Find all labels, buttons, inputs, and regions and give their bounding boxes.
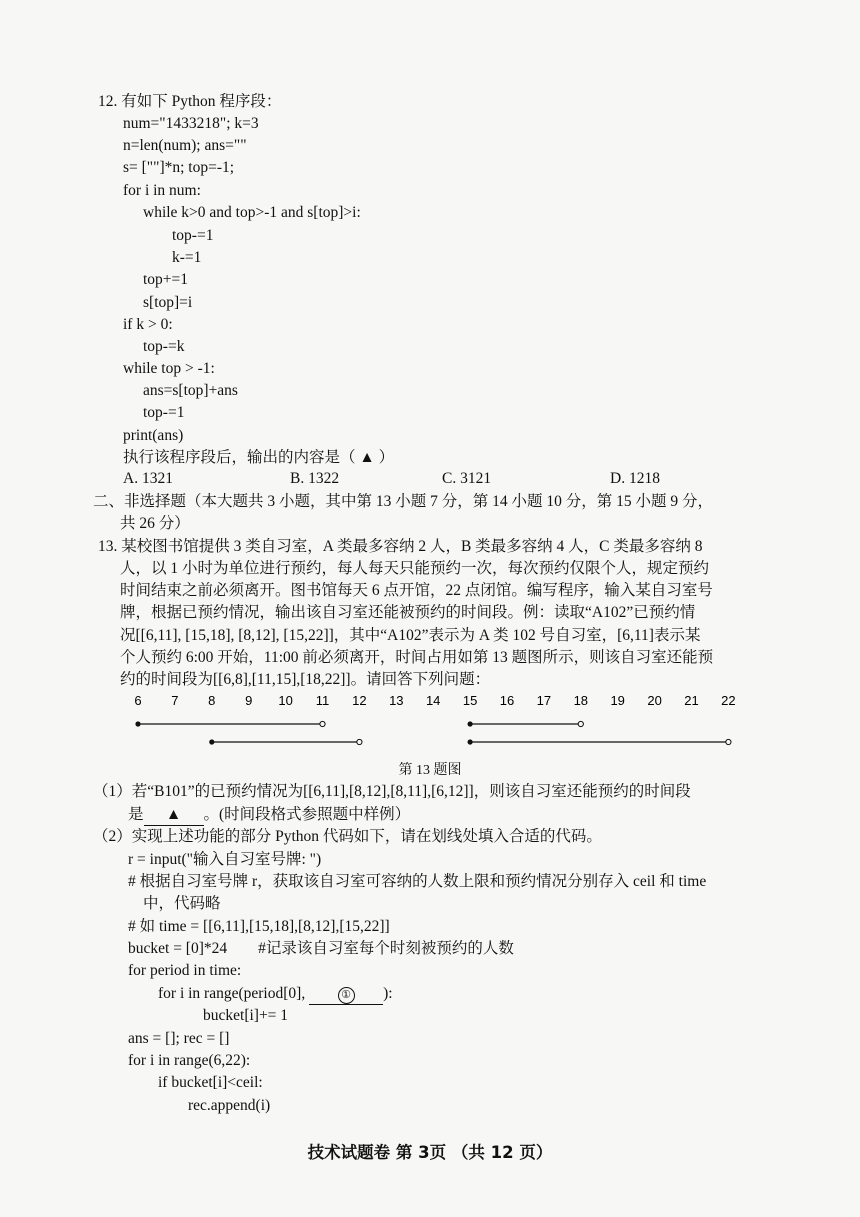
code-line: top-=1 bbox=[172, 227, 214, 244]
tick-label: 13 bbox=[389, 693, 404, 708]
tick-label: 17 bbox=[536, 693, 552, 708]
page-footer: 技术试题卷 第 3页 （共 12 页） bbox=[307, 1143, 553, 1162]
code-line: rec.append(i) bbox=[188, 1097, 271, 1114]
code-line: for i in num: bbox=[123, 182, 201, 199]
tick-label: 20 bbox=[647, 693, 662, 708]
tick-label: 7 bbox=[171, 693, 179, 708]
q13-text: 13. 某校图书馆提供 3 类自习室，A 类最多容纳 2 人，B 类最多容纳 4 人，C 类最多容纳 8 bbox=[98, 538, 703, 555]
code-fragment: ): bbox=[383, 985, 393, 1002]
code-line-with-blank bbox=[158, 984, 393, 1005]
section-heading-cont: 共 26 分） bbox=[120, 515, 190, 532]
code-line: if bucket[i]<ceil: bbox=[158, 1074, 263, 1091]
figure-caption: 第 13 题图 bbox=[398, 763, 462, 778]
code-line: while k>0 and top>-1 and s[top]>i: bbox=[143, 204, 361, 221]
sub1-suffix: 。(时间段格式参照题中样例） bbox=[203, 806, 411, 823]
tick-label: 21 bbox=[684, 693, 699, 708]
option-c: C. 3121 bbox=[442, 470, 492, 487]
interval-start-dot bbox=[209, 739, 214, 744]
code-line: if k > 0: bbox=[123, 316, 173, 333]
answer-blank: ▲ bbox=[144, 805, 204, 826]
code-line: n=len(num); ans="" bbox=[123, 137, 247, 154]
option-d: D. 1218 bbox=[610, 470, 660, 487]
tick-label: 10 bbox=[278, 693, 293, 708]
code-line: s[top]=i bbox=[143, 294, 193, 311]
sub-question-1: （1）若“B101”的已预约情况为[[6,11],[8,12],[8,11],[6,12]]，则该自习室还能预约的时间段 bbox=[93, 783, 691, 800]
blank-1 bbox=[309, 984, 383, 1005]
interval-start-dot bbox=[468, 739, 473, 744]
tick-label: 19 bbox=[610, 693, 625, 708]
q12-title: 12. 有如下 Python 程序段： bbox=[98, 93, 282, 110]
code-line: top-=k bbox=[143, 338, 185, 355]
q13-text: 约的时间段为[[6,8],[11,15],[18,22]]。请回答下列问题： bbox=[120, 671, 491, 688]
code-line: top+=1 bbox=[143, 271, 189, 288]
tick-label: 9 bbox=[245, 693, 253, 708]
sub1-prefix: 是 bbox=[128, 806, 144, 823]
tick-label: 22 bbox=[721, 693, 736, 708]
interval-end-dot bbox=[726, 739, 731, 744]
code-line: ans=s[top]+ans bbox=[143, 382, 238, 399]
interval-start-dot bbox=[468, 721, 473, 726]
code-line: k-=1 bbox=[172, 249, 202, 266]
code-line: bucket = [0]*24 #记录该自习室每个时刻被预约的人数 bbox=[128, 940, 514, 957]
section-heading: 二、非选择题（本大题共 3 小题，其中第 13 小题 7 分，第 14 小题 10 分，第 15 小题 9 分， bbox=[93, 493, 714, 510]
tick-label: 11 bbox=[315, 693, 330, 708]
option-a: A. 1321 bbox=[123, 470, 173, 487]
q12-question: 执行该程序段后，输出的内容是（ ▲ ） bbox=[123, 449, 395, 466]
sub-question-2: （2）实现上述功能的部分 Python 代码如下，请在划线处填入合适的代码。 bbox=[93, 828, 602, 845]
code-line: while top > -1: bbox=[123, 360, 215, 377]
q13-text: 人，以 1 小时为单位进行预约，每人每天只能预约一次，每次预约仅限个人，规定预约 bbox=[120, 560, 710, 577]
code-line: ans = []; rec = [] bbox=[128, 1030, 230, 1047]
code-line: bucket[i]+= 1 bbox=[203, 1007, 289, 1024]
code-line: for period in time: bbox=[128, 962, 242, 979]
q13-text: 况[[6,11], [15,18], [8,12], [15,22]]，其中“A102”表示为 A 类 102 号自习室，[6,11]表示某 bbox=[120, 627, 701, 644]
tick-label: 8 bbox=[208, 693, 216, 708]
tick-label: 15 bbox=[462, 693, 478, 708]
code-comment-cont: 中，代码略 bbox=[143, 895, 221, 912]
q13-text: 牌，根据已预约情况，输出该自习室还能被预约的时间段。例：读取“A102”已预约情 bbox=[120, 604, 696, 621]
interval-end-dot bbox=[578, 721, 583, 726]
sub-question-1-cont bbox=[128, 805, 410, 826]
code-line: print(ans) bbox=[123, 427, 184, 444]
q13-text: 时间结束之前必须离开。图书馆每天 6 点开馆，22 点闭馆。编写程序，输入某自习室号 bbox=[120, 582, 713, 599]
interval-end-dot bbox=[357, 739, 362, 744]
tick-label: 6 bbox=[134, 693, 142, 708]
code-fragment: for i in range(period[0], bbox=[158, 985, 310, 1002]
code-line: num="1433218"; k=3 bbox=[123, 115, 259, 132]
tick-label: 12 bbox=[352, 693, 367, 708]
tick-label: 16 bbox=[499, 693, 515, 708]
code-line: for i in range(6,22): bbox=[128, 1052, 251, 1069]
tick-label: 14 bbox=[425, 693, 441, 708]
q13-text: 个人预约 6:00 开始，11:00 前必须离开，时间占用如第 13 题图所示，则该自习室还能预 bbox=[120, 649, 714, 666]
code-line: s= [""]*n; top=-1; bbox=[123, 159, 235, 176]
code-line: top-=1 bbox=[143, 404, 185, 421]
tick-label: 18 bbox=[573, 693, 589, 708]
option-b: B. 1322 bbox=[290, 470, 340, 487]
blank-1-label: ① bbox=[338, 987, 355, 1004]
code-comment: # 根据自习室号牌 r，获取该自习室可容纳的人数上限和预约情况分别存入 ceil 和 time bbox=[128, 873, 707, 890]
code-line: r = input("输入自习室号牌: ") bbox=[128, 851, 322, 868]
interval-end-dot bbox=[320, 721, 325, 726]
interval-start-dot bbox=[135, 721, 140, 726]
code-comment: # 如 time = [[6,11],[15,18],[8,12],[15,22]] bbox=[128, 918, 390, 935]
